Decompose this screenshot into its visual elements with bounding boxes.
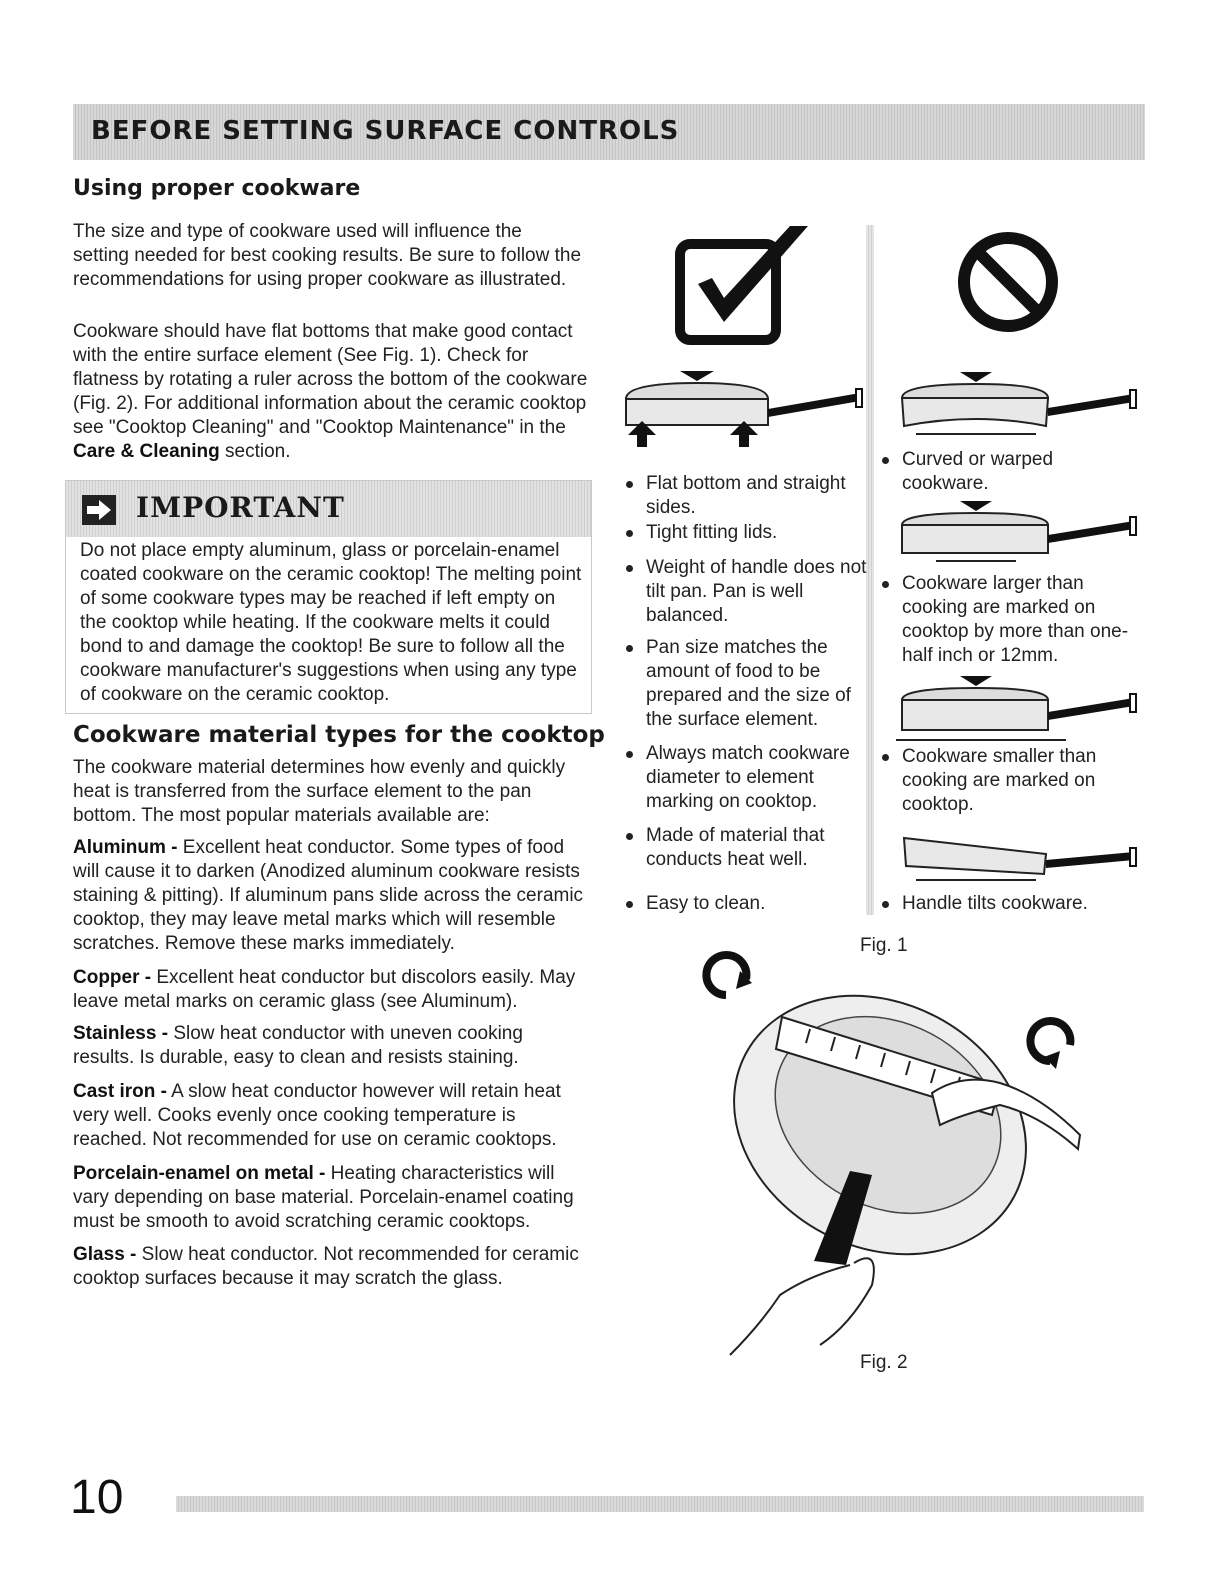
material-name: Aluminum - xyxy=(73,837,178,858)
flatness-paragraph xyxy=(73,320,588,464)
ruler-flatness-check-illustration xyxy=(700,965,1120,1365)
footer-bar xyxy=(176,1496,1144,1512)
material-glass xyxy=(73,1243,588,1291)
banner-title: BEFORE SETTING SURFACE CONTROLS xyxy=(91,116,680,146)
intro-paragraph: The size and type of cookware used will influence the setting needed for best cooking results. Be sure to follow the recommendations for using proper cookware as illustrated. xyxy=(73,221,582,290)
undersized-pan-illustration xyxy=(896,672,1146,748)
checkmark-icon xyxy=(676,222,816,347)
material-porcelain-enamel xyxy=(73,1162,588,1234)
section-banner xyxy=(73,104,1145,160)
material-desc: Excellent heat conductor but discolors easily. May leave metal marks on ceramic glass (see Aluminum). xyxy=(73,967,576,1012)
material-copper xyxy=(73,966,588,1014)
material-desc: A slow heat conductor however will retain heat very well. Cooks evenly once cooking temperature is reached. Not recommended for use on ceramic cooktops. xyxy=(73,1081,561,1150)
good-bullet-match-diameter: Always match cookware diameter to element marking on cooktop. xyxy=(624,742,882,814)
bad-bullet-warped: Curved or warped cookware. xyxy=(880,448,1132,496)
bad-bullet-smaller: Cookware smaller than cooking are marked on cooktop. xyxy=(880,745,1142,817)
material-aluminum xyxy=(73,836,588,956)
flatness-text-a: Cookware should have flat bottoms that make good contact with the entire surface element (See Fig. 1). Check for flatness by rotating a ruler across the bottom of the cookware (Fig. 2). For additional information about the ceramic cooktop see "Cooktop Cleaning" and "Cooktop Maintenance" in the xyxy=(73,321,588,438)
page-number: 10 xyxy=(70,1471,124,1524)
good-bullet-easy-clean: Easy to clean. xyxy=(624,892,882,916)
material-desc: Slow heat conductor with uneven cooking results. Is durable, easy to clean and resists staining. xyxy=(73,1023,523,1068)
good-bullet-material: Made of material that conducts heat well. xyxy=(624,824,882,872)
material-desc: Slow heat conductor. Not recommended for ceramic cooktop surfaces because it may scratch the glass. xyxy=(73,1244,579,1289)
good-bullet-tight-lids: Tight fitting lids. xyxy=(624,521,882,545)
prohibited-icon xyxy=(956,230,1060,334)
warped-pan-illustration xyxy=(896,368,1146,440)
bad-bullet-larger: Cookware larger than cooking are marked on cooktop by more than one-half inch or 12mm. xyxy=(880,572,1142,668)
arrow-right-icon xyxy=(82,495,116,525)
care-cleaning-link-text: Care & Cleaning xyxy=(73,441,220,462)
material-name: Stainless - xyxy=(73,1023,169,1044)
oversized-pan-illustration xyxy=(896,497,1146,569)
material-name: Glass - xyxy=(73,1244,137,1265)
flatness-text-b: section. xyxy=(219,441,291,462)
good-bullet-size-match: Pan size matches the amount of food to be prepared and the size of the surface element. xyxy=(624,636,882,732)
heading-using-proper-cookware: Using proper cookware xyxy=(73,176,361,201)
materials-intro: The cookware material determines how evenly and quickly heat is transferred from the surface element to the pan bottom. The most popular materials available are: xyxy=(73,757,566,826)
material-stainless xyxy=(73,1022,588,1070)
material-name: Cast iron - xyxy=(73,1081,167,1102)
fig1-caption: Fig. 1 xyxy=(860,935,908,956)
important-header xyxy=(66,481,591,537)
good-pan-illustration xyxy=(620,365,880,460)
tilting-pan-illustration xyxy=(896,828,1146,888)
material-desc: Heating characteristics will vary depending on base material. Porcelain-enamel coating must be smooth to avoid scratching ceramic cooktops. xyxy=(73,1163,574,1232)
important-title: IMPORTANT xyxy=(136,491,345,524)
material-name: Porcelain-enamel on metal - xyxy=(73,1163,326,1184)
material-name: Copper - xyxy=(73,967,152,988)
important-text: Do not place empty aluminum, glass or porcelain-enamel coated cookware on the ceramic cooktop! The melting point of some cookware types may be reached if left empty on the cooktop while heating. If the cookware melts it could bond to and damage the cooktop! Be sure to follow all the cookware manufacturer's suggestions when using any type of cookware on the ceramic cooktop. xyxy=(80,540,582,705)
fig2-caption: Fig. 2 xyxy=(860,1352,908,1373)
good-bullet-flat-bottom: Flat bottom and straight sides. xyxy=(624,472,882,520)
heading-cookware-material-types: Cookware material types for the cooktop xyxy=(73,722,605,748)
good-bullet-balanced: Weight of handle does not tilt pan. Pan is well balanced. xyxy=(624,556,882,628)
material-desc: Excellent heat conductor. Some types of food will cause it to darken (Anodized aluminum cookware resists staining & pitting). If aluminum pans slide across the ceramic cooktop, they may leave metal marks which will resemble scratches. Remove these marks immediately. xyxy=(73,837,584,954)
important-notice xyxy=(65,480,592,714)
bad-bullet-handle-tilts: Handle tilts cookware. xyxy=(880,892,1142,916)
material-cast-iron xyxy=(73,1080,588,1152)
